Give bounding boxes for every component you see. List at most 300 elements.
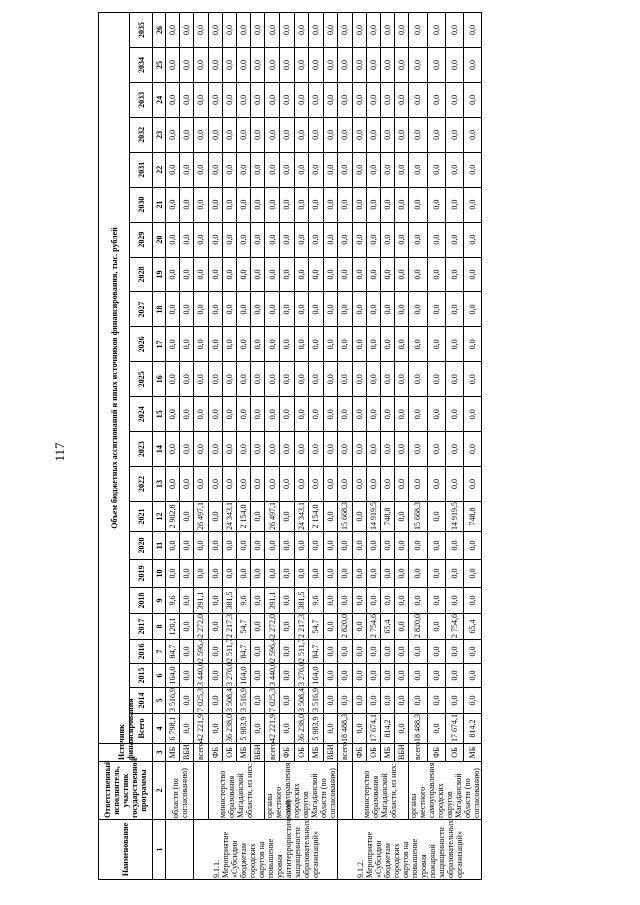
value-cell: 3 508,4 [294,688,309,714]
value-cell: 0,0 [427,688,445,714]
value-cell: 0,0 [427,714,445,744]
value-cell: 0,0 [166,13,180,48]
header-year: 2026 [130,327,153,362]
value-cell: 0,0 [236,257,250,292]
value-cell: 0,0 [366,292,380,327]
column-number: 6 [153,664,166,688]
value-cell: 0,0 [180,688,194,714]
value-cell: 3 440,0 [194,664,208,688]
table-row [180,13,194,880]
value-cell: 0,0 [294,13,309,48]
value-cell: 0,0 [251,327,265,362]
table-row [366,13,380,880]
value-cell: 0,0 [445,187,463,222]
value-cell: 0,0 [279,187,294,222]
value-cell: 0,0 [445,327,463,362]
value-cell: 0,0 [352,714,366,744]
value-cell: 381,5 [294,588,309,614]
value-cell: 0,0 [338,152,352,187]
value-cell: 0,0 [180,292,194,327]
value-cell: 0,0 [279,714,294,744]
column-number: 25 [153,48,166,83]
column-number: 7 [153,640,166,664]
value-cell: 0,0 [338,560,352,588]
value-cell: 0,0 [409,187,427,222]
value-cell: 0,0 [194,532,208,560]
value-cell: 0,0 [251,222,265,257]
value-cell: 0,0 [251,187,265,222]
column-number: 26 [153,13,166,48]
value-cell: 0,0 [265,257,280,292]
value-cell: 0,0 [338,187,352,222]
header-total: Всего [130,714,153,744]
value-cell: 0,0 [251,432,265,467]
header-year: 2024 [130,397,153,432]
value-cell: 0,0 [409,82,427,117]
value-cell: 0,0 [323,362,338,397]
value-cell: 0,0 [180,13,194,48]
value-cell: 0,0 [409,640,427,664]
value-cell: 0,0 [323,257,338,292]
value-cell: 0,0 [166,292,180,327]
value-cell: 0,0 [338,397,352,432]
value-cell: 0,0 [309,117,324,152]
value-cell: 0,0 [323,432,338,467]
value-cell: 0,0 [464,48,482,83]
value-cell: 0,0 [294,187,309,222]
value-cell: 0,0 [294,48,309,83]
value-cell: 0,0 [279,640,294,664]
value-cell: 0,0 [180,82,194,117]
value-cell: 0,0 [194,13,208,48]
value-cell: 0,0 [366,467,380,502]
value-cell: 0,0 [180,152,194,187]
value-cell: 0,0 [208,614,222,640]
value-cell: 2 754,6 [445,614,463,640]
column-number: 23 [153,117,166,152]
executor-cell [338,762,352,820]
value-cell: 0,0 [309,187,324,222]
value-cell: 0,0 [222,327,236,362]
value-cell: 0,0 [180,397,194,432]
value-cell: 0,0 [464,13,482,48]
value-cell: 0,0 [294,117,309,152]
value-cell: 0,0 [427,664,445,688]
value-cell: 0,0 [180,222,194,257]
column-number: 2 [153,762,166,820]
value-cell: 0,0 [222,152,236,187]
value-cell: 0,0 [279,502,294,532]
value-cell: 42 221,9 [265,714,280,744]
value-cell: 0,0 [352,664,366,688]
value-cell: 0,0 [380,82,394,117]
value-cell: 0,0 [323,13,338,48]
value-cell: 0,0 [366,13,380,48]
source-cell: МБ [166,744,180,762]
value-cell: 0,0 [236,397,250,432]
value-cell: 0,0 [166,397,180,432]
value-cell: 0,0 [279,82,294,117]
value-cell: 0,0 [338,588,352,614]
budget-table-container [98,12,626,880]
value-cell: 0,0 [222,292,236,327]
value-cell: 0,0 [445,292,463,327]
source-cell: всего [409,744,427,762]
header-year: 2018 [130,588,153,614]
value-cell: 0,0 [309,292,324,327]
value-cell: 0,0 [279,614,294,640]
value-cell: 0,0 [395,588,409,614]
value-cell: 14 919,5 [366,502,380,532]
value-cell: 0,0 [279,13,294,48]
source-cell: ОБ [294,744,309,762]
value-cell: 0,0 [366,327,380,362]
value-cell: 3 516,9 [166,688,180,714]
value-cell: 0,0 [323,532,338,560]
value-cell: 0,0 [222,467,236,502]
header-year: 2033 [130,82,153,117]
value-cell: 0,0 [395,467,409,502]
value-cell: 0,0 [395,82,409,117]
value-cell: 0,0 [323,117,338,152]
value-cell: 0,0 [251,588,265,614]
value-cell: 0,0 [194,152,208,187]
header-year: 2021 [130,502,153,532]
value-cell: 391,1 [194,588,208,614]
value-cell: 0,0 [279,327,294,362]
table-row [380,13,394,880]
value-cell: 0,0 [166,48,180,83]
value-cell: 0,0 [166,560,180,588]
value-cell: 0,0 [208,640,222,664]
value-cell: 0,0 [180,432,194,467]
value-cell: 0,0 [409,292,427,327]
value-cell: 0,0 [338,362,352,397]
value-cell: 0,0 [166,152,180,187]
value-cell: 0,0 [380,560,394,588]
header-year: 2030 [130,187,153,222]
value-cell: 0,0 [265,560,280,588]
value-cell: 0,0 [464,292,482,327]
value-cell: 0,0 [352,397,366,432]
value-cell: 0,0 [208,588,222,614]
value-cell: 0,0 [208,560,222,588]
value-cell: 0,0 [395,13,409,48]
value-cell: 0,0 [279,292,294,327]
table-row [323,13,338,880]
activity-name-cell: 9.1.1. Мероприятие «Субсидии бюджетам городских округов на повышение уровня антитеррористической защищенности образовательных организаций» [194,820,338,880]
value-cell: 0,0 [445,640,463,664]
column-number: 12 [153,502,166,532]
value-cell: 0,0 [194,82,208,117]
value-cell: 0,0 [236,222,250,257]
table-row [222,13,236,880]
value-cell: 0,0 [251,397,265,432]
value-cell: 17 674,1 [445,714,463,744]
value-cell: 0,0 [294,222,309,257]
value-cell: 0,0 [309,48,324,83]
value-cell: 0,0 [323,588,338,614]
source-cell: ВБИ [251,744,265,762]
value-cell: 814,2 [464,714,482,744]
value-cell: 0,0 [294,257,309,292]
column-number: 18 [153,292,166,327]
value-cell: 0,0 [180,467,194,502]
value-cell: 0,0 [265,187,280,222]
value-cell: 0,0 [180,614,194,640]
value-cell: 2 217,3 [222,614,236,640]
value-cell: 0,0 [409,257,427,292]
value-cell: 0,0 [279,432,294,467]
value-cell: 0,0 [309,362,324,397]
value-cell: 0,0 [323,327,338,362]
value-cell: 0,0 [251,82,265,117]
value-cell: 0,0 [294,432,309,467]
value-cell: 0,0 [236,467,250,502]
value-cell: 0,0 [366,257,380,292]
source-cell: всего [194,744,208,762]
value-cell: 0,0 [338,257,352,292]
value-cell: 0,0 [279,532,294,560]
value-cell: 0,0 [323,152,338,187]
value-cell: 0,0 [294,397,309,432]
value-cell: 0,0 [464,532,482,560]
value-cell: 0,0 [395,292,409,327]
source-cell: ОБ [445,744,463,762]
executor-cell: министерство образования Магаданской области, из них: [208,762,265,820]
value-cell: 0,0 [338,664,352,688]
value-cell: 2 820,0 [338,614,352,640]
value-cell: 0,0 [166,432,180,467]
value-cell: 3 276,0 [294,664,309,688]
value-cell: 0,0 [294,82,309,117]
value-cell: 0,0 [294,532,309,560]
value-cell: 0,0 [194,467,208,502]
value-cell: 0,0 [222,13,236,48]
value-cell: 9,6 [166,588,180,614]
source-cell: ОБ [366,744,380,762]
value-cell: 0,0 [352,640,366,664]
value-cell: 0,0 [352,502,366,532]
value-cell: 0,0 [180,588,194,614]
column-number: 1 [153,820,166,880]
value-cell: 0,0 [323,292,338,327]
value-cell: 0,0 [445,117,463,152]
value-cell: 0,0 [445,257,463,292]
value-cell: 0,0 [338,117,352,152]
value-cell: 0,0 [194,257,208,292]
value-cell: 0,0 [409,13,427,48]
value-cell: 0,0 [265,532,280,560]
column-number: 17 [153,327,166,362]
value-cell: 0,0 [251,48,265,83]
value-cell: 0,0 [180,640,194,664]
value-cell: 0,0 [208,327,222,362]
value-cell: 0,0 [180,327,194,362]
value-cell: 0,0 [395,640,409,664]
value-cell: 814,2 [380,714,394,744]
value-cell: 0,0 [265,13,280,48]
value-cell: 7 025,3 [265,688,280,714]
value-cell: 0,0 [395,362,409,397]
value-cell: 84,7 [166,640,180,664]
value-cell: 0,0 [180,502,194,532]
value-cell: 0,0 [323,688,338,714]
value-cell: 0,0 [279,222,294,257]
value-cell: 0,0 [180,48,194,83]
table-row [236,13,250,880]
value-cell: 0,0 [222,222,236,257]
value-cell: 0,0 [166,82,180,117]
value-cell: 0,0 [323,664,338,688]
value-cell: 0,0 [309,152,324,187]
value-cell: 0,0 [409,362,427,397]
value-cell: 0,0 [352,614,366,640]
value-cell: 0,0 [352,432,366,467]
header-year: 2016 [130,640,153,664]
table-row [464,13,482,880]
value-cell: 0,0 [323,614,338,640]
value-cell: 0,0 [366,117,380,152]
value-cell: 0,0 [309,222,324,257]
value-cell: 0,0 [427,187,445,222]
value-cell: 0,0 [464,187,482,222]
source-cell: ФБ [279,744,294,762]
header-year: 2035 [130,13,153,48]
value-cell: 0,0 [180,257,194,292]
value-cell: 0,0 [380,292,394,327]
value-cell: 0,0 [323,82,338,117]
value-cell: 0,0 [464,467,482,502]
value-cell: 3 440,0 [265,664,280,688]
value-cell: 0,0 [265,48,280,83]
value-cell: 748,8 [380,502,394,532]
source-cell: МБ [236,744,250,762]
value-cell: 0,0 [338,292,352,327]
value-cell: 0,0 [265,467,280,502]
value-cell: 0,0 [380,397,394,432]
value-cell: 0,0 [265,152,280,187]
value-cell: 0,0 [323,502,338,532]
value-cell: 0,0 [222,432,236,467]
value-cell: 0,0 [464,432,482,467]
value-cell: 0,0 [251,362,265,397]
value-cell: 5 983,9 [236,714,250,744]
value-cell: 0,0 [427,532,445,560]
value-cell: 0,0 [409,117,427,152]
value-cell: 2 754,6 [366,614,380,640]
value-cell: 5 983,9 [309,714,324,744]
value-cell: 0,0 [445,688,463,714]
value-cell: 0,0 [338,82,352,117]
executor-cell: министерство образования Магаданской области, из них: [352,762,409,820]
header-year: 2017 [130,614,153,640]
value-cell: 0,0 [366,640,380,664]
value-cell: 0,0 [427,82,445,117]
value-cell: 0,0 [166,187,180,222]
value-cell: 0,0 [380,327,394,362]
value-cell: 0,0 [380,117,394,152]
value-cell: 0,0 [251,640,265,664]
value-cell: 0,0 [279,117,294,152]
value-cell: 14 919,5 [445,502,463,532]
value-cell: 0,0 [464,327,482,362]
value-cell: 0,0 [208,152,222,187]
value-cell: 0,0 [279,257,294,292]
value-cell: 0,0 [366,664,380,688]
value-cell: 0,0 [380,152,394,187]
value-cell: 0,0 [180,664,194,688]
value-cell: 0,0 [236,117,250,152]
value-cell: 0,0 [251,560,265,588]
value-cell: 0,0 [380,187,394,222]
executor-cell [194,762,208,820]
value-cell: 84,7 [236,640,250,664]
value-cell: 0,0 [409,397,427,432]
value-cell: 36 238,0 [222,714,236,744]
value-cell: 0,0 [366,362,380,397]
header-executor: Ответственный исполнитель, участник государственной программы [99,762,153,820]
value-cell: 0,0 [464,688,482,714]
value-cell: 0,0 [352,560,366,588]
value-cell: 15 668,3 [409,502,427,532]
value-cell: 164,0 [236,664,250,688]
value-cell: 0,0 [222,117,236,152]
value-cell: 0,0 [194,327,208,362]
value-cell: 3 516,9 [309,688,324,714]
value-cell: 0,0 [464,588,482,614]
value-cell: 24 343,1 [222,502,236,532]
value-cell: 0,0 [338,222,352,257]
value-cell: 0,0 [338,432,352,467]
value-cell: 0,0 [352,13,366,48]
header-year: 2019 [130,560,153,588]
value-cell: 0,0 [166,362,180,397]
value-cell: 2 511,7 [222,640,236,664]
value-cell: 0,0 [265,222,280,257]
value-cell: 0,0 [236,560,250,588]
value-cell: 0,0 [427,432,445,467]
value-cell: 0,0 [323,714,338,744]
value-cell: 0,0 [279,467,294,502]
value-cell: 0,0 [265,362,280,397]
source-cell: ВБИ [395,744,409,762]
value-cell: 0,0 [208,714,222,744]
value-cell: 0,0 [236,432,250,467]
value-cell: 0,0 [208,688,222,714]
value-cell: 0,0 [265,327,280,362]
header-source: Источник финансирования [99,744,153,762]
value-cell: 0,0 [352,82,366,117]
value-cell: 0,0 [208,82,222,117]
value-cell: 0,0 [409,152,427,187]
value-cell: 0,0 [309,560,324,588]
value-cell: 0,0 [395,714,409,744]
value-cell: 0,0 [380,432,394,467]
value-cell: 2 596,4 [194,640,208,664]
value-cell: 42 221,9 [194,714,208,744]
value-cell: 0,0 [352,117,366,152]
table-row [427,13,445,880]
value-cell: 0,0 [208,502,222,532]
value-cell: 0,0 [194,48,208,83]
value-cell: 0,0 [194,362,208,397]
value-cell: 24 343,1 [294,502,309,532]
value-cell: 0,0 [222,187,236,222]
value-cell: 3 276,0 [222,664,236,688]
value-cell: 0,0 [309,13,324,48]
value-cell: 0,0 [194,222,208,257]
